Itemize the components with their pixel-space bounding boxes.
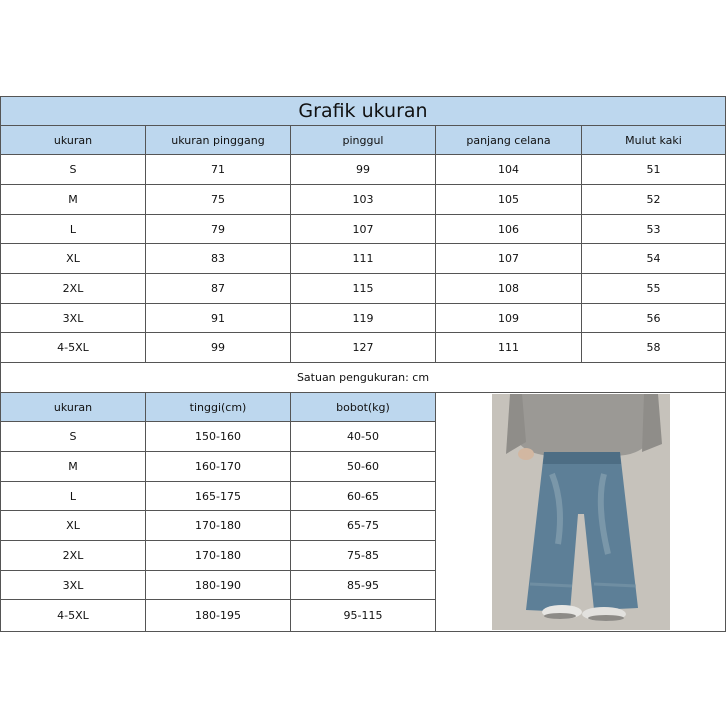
size-chart [0, 96, 726, 632]
t1-cell: 115 [290, 273, 436, 304]
t1-cell: M [0, 184, 146, 215]
t2-cell: 150-160 [145, 421, 291, 452]
t1-cell: 103 [290, 184, 436, 215]
t1-cell: 51 [581, 154, 726, 185]
chart-title: Grafik ukuran [0, 96, 726, 126]
t2-cell: M [0, 451, 146, 482]
photo-cell [435, 392, 726, 632]
t1-cell: XL [0, 243, 146, 274]
jeans-product-photo [492, 394, 670, 630]
t2-cell: 170-180 [145, 540, 291, 571]
t1-cell: 99 [145, 332, 291, 363]
t1-header-ukuran: ukuran [0, 125, 146, 155]
t1-cell: 53 [581, 214, 726, 244]
t2-cell: S [0, 421, 146, 452]
t1-cell: 104 [435, 154, 582, 185]
t1-cell: 55 [581, 273, 726, 304]
t1-cell: 58 [581, 332, 726, 363]
t1-cell: 91 [145, 303, 291, 333]
t1-cell: 99 [290, 154, 436, 185]
t1-cell: 54 [581, 243, 726, 274]
t1-cell: 75 [145, 184, 291, 215]
t2-cell: 3XL [0, 570, 146, 600]
t1-cell: 119 [290, 303, 436, 333]
t1-cell: 56 [581, 303, 726, 333]
unit-note: Satuan pengukuran: cm [0, 362, 726, 393]
t1-cell: L [0, 214, 146, 244]
t1-cell: 4-5XL [0, 332, 146, 363]
t1-cell: 83 [145, 243, 291, 274]
t2-cell: 170-180 [145, 510, 291, 541]
t1-cell: 108 [435, 273, 582, 304]
t2-header-ukuran: ukuran [0, 392, 146, 422]
t2-cell: 160-170 [145, 451, 291, 482]
t1-cell: 111 [290, 243, 436, 274]
t2-cell: 85-95 [290, 570, 436, 600]
t1-header-pinggul: pinggul [290, 125, 436, 155]
t1-cell: 107 [435, 243, 582, 274]
t1-cell: 52 [581, 184, 726, 215]
t2-header-bobot: bobot(kg) [290, 392, 436, 422]
t2-cell: 75-85 [290, 540, 436, 571]
t1-header-pinggang: ukuran pinggang [145, 125, 291, 155]
t2-cell: 40-50 [290, 421, 436, 452]
t2-cell: 50-60 [290, 451, 436, 482]
t1-cell: 111 [435, 332, 582, 363]
t2-cell: XL [0, 510, 146, 541]
t1-header-panjang: panjang celana [435, 125, 582, 155]
t1-cell: 105 [435, 184, 582, 215]
t2-cell: 2XL [0, 540, 146, 571]
t1-header-mulut-kaki: Mulut kaki [581, 125, 726, 155]
t1-cell: 87 [145, 273, 291, 304]
t2-cell: 95-115 [290, 599, 436, 632]
t1-cell: S [0, 154, 146, 185]
t1-cell: 107 [290, 214, 436, 244]
t1-cell: 79 [145, 214, 291, 244]
t1-cell: 127 [290, 332, 436, 363]
t2-cell: 65-75 [290, 510, 436, 541]
t2-cell: 180-195 [145, 599, 291, 632]
t2-header-tinggi: tinggi(cm) [145, 392, 291, 422]
model-wearing-jeans-image [492, 394, 670, 630]
t1-cell: 3XL [0, 303, 146, 333]
t1-cell: 109 [435, 303, 582, 333]
t2-cell: 4-5XL [0, 599, 146, 632]
t2-cell: 60-65 [290, 481, 436, 511]
t1-cell: 106 [435, 214, 582, 244]
t2-cell: L [0, 481, 146, 511]
t2-cell: 180-190 [145, 570, 291, 600]
t1-cell: 71 [145, 154, 291, 185]
t2-cell: 165-175 [145, 481, 291, 511]
t1-cell: 2XL [0, 273, 146, 304]
